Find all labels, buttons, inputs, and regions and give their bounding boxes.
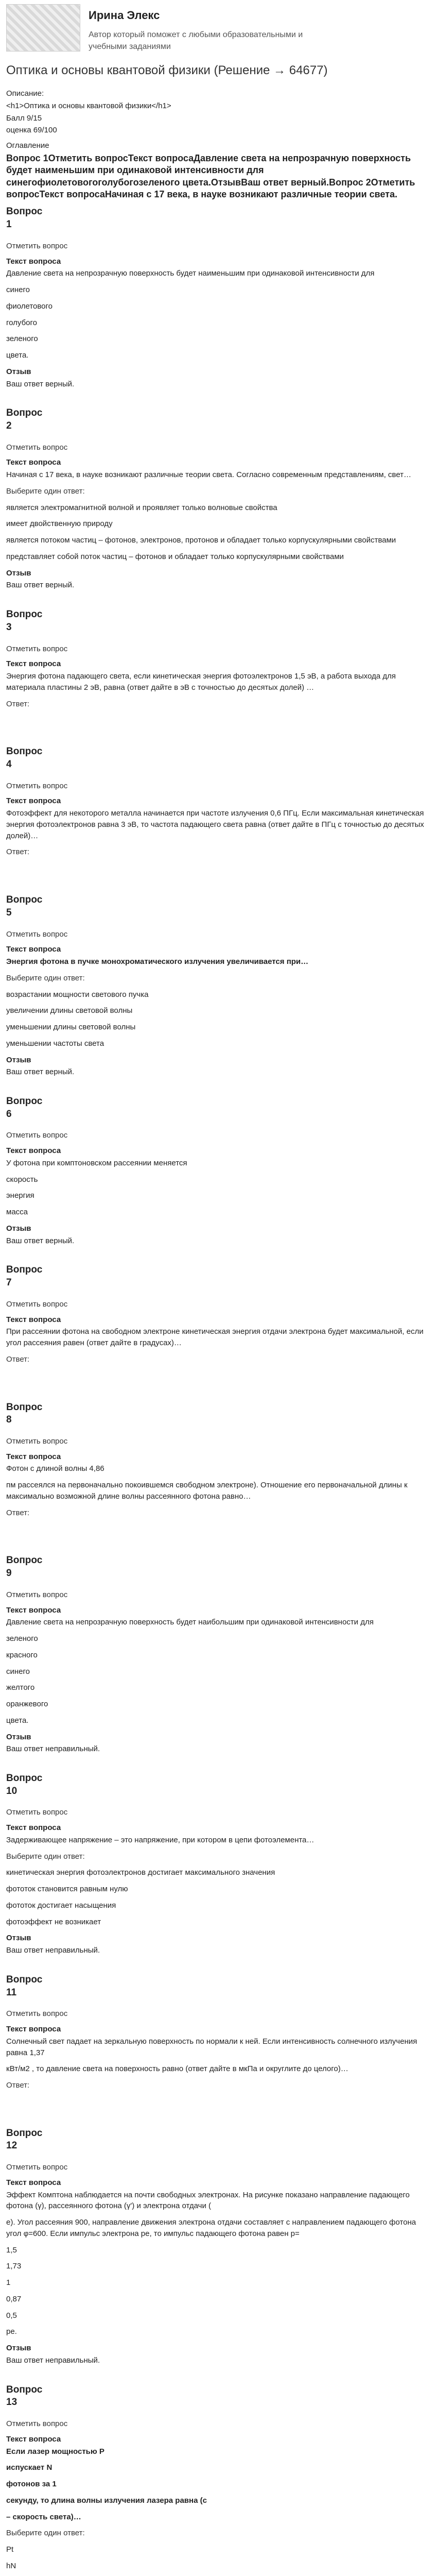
question-text: Энергия фотона падающего света, если кинетическая энергия фотоэлектронов 1,5 эВ, а работа выхода для материала пластины 2 эВ, равна (ответ дайте в эВ с точностью до десятых долей) … — [6, 672, 396, 692]
question-number — [6, 1095, 430, 1121]
question-text: Солнечный свет падает на зеркальную поверхность по нормали к ней. Если интенсивность солнечного излучения равна 1,37 — [6, 2037, 417, 2057]
question-word: Вопрос — [6, 206, 43, 217]
answer-option[interactable]: голубого — [6, 318, 37, 327]
score: Балл 9/15 — [6, 113, 42, 123]
question-word: Вопрос — [6, 1264, 43, 1276]
answer-option[interactable]: зеленого — [6, 1634, 38, 1643]
select-one-label: Выберите один ответ: — [6, 486, 85, 496]
feedback-text: Ваш ответ неправильный. — [6, 1744, 100, 1754]
answer-option[interactable]: уменьшении длины световой волны — [6, 1023, 136, 1031]
question-word: Вопрос — [6, 408, 43, 419]
mark-question-link[interactable]: Отметить вопрос — [6, 781, 68, 790]
question-number — [6, 407, 430, 432]
answer-option[interactable]: скорость — [6, 1175, 38, 1184]
mark-question-link[interactable]: Отметить вопрос — [6, 241, 68, 250]
question-word: Вопрос — [6, 1401, 43, 1413]
question-number-value: 5 — [6, 907, 12, 918]
answer-field[interactable] — [6, 1522, 430, 1537]
question-text: Задерживающее напряжение – это напряжение, при котором в цепи фотоэлемента… — [6, 1835, 315, 1844]
answer-option[interactable]: кинетическая энергия фотоэлектронов достигает максимального значения — [6, 1868, 275, 1877]
question-number — [6, 894, 430, 919]
feedback-heading: Отзыв — [6, 1934, 31, 1943]
answer-option[interactable]: зеленого — [6, 334, 38, 344]
question-text: – скорость света)… — [6, 2512, 81, 2521]
toc-label: Оглавление — [6, 141, 49, 150]
answer-option[interactable]: фиолетового — [6, 301, 53, 311]
answer-option[interactable]: является электромагнитной волной и проявляет только волновые свойства — [6, 503, 277, 512]
question-text: кВт/м2 , то давление света на поверхность равно (ответ дайте в мкПа и округлите до целого)… — [6, 2064, 348, 2074]
question-number — [6, 1401, 430, 1427]
question-word: Вопрос — [6, 1773, 43, 1784]
question-word: Вопрос — [6, 894, 43, 906]
mark-question-link[interactable]: Отметить вопрос — [6, 1131, 68, 1140]
question-number-value: 11 — [6, 1987, 17, 1998]
question-word: Вопрос — [6, 609, 43, 620]
answer-field[interactable] — [6, 2095, 430, 2110]
question-word: Вопрос — [6, 1974, 43, 1985]
question-text-heading: Текст вопроса — [6, 2178, 61, 2187]
feedback-heading: Отзыв — [6, 568, 31, 578]
questions-list — [6, 206, 430, 2576]
question-number — [6, 2384, 430, 2409]
answer-option[interactable]: возрастании мощности светового пучка — [6, 990, 149, 999]
question-number-value: 12 — [6, 2140, 18, 2151]
answer-option[interactable]: красного — [6, 1650, 38, 1659]
mark-question-link[interactable]: Отметить вопрос — [6, 2009, 68, 2019]
question-number-value: 2 — [6, 420, 12, 431]
question-text: пм рассеялся на первоначально покоившемся свободном электроне). Отношение его первоначальной длины к максимально возможной длине волны рассеянного фотона равно… — [6, 1481, 408, 1501]
mark-question-link[interactable]: Отметить вопрос — [6, 1808, 68, 1817]
answer-option[interactable]: желтого — [6, 1683, 35, 1692]
answer-option[interactable]: синего — [6, 285, 30, 294]
question-block — [6, 2127, 430, 2366]
mark-question-link[interactable]: Отметить вопрос — [6, 929, 68, 939]
answer-option[interactable]: pe. — [6, 2327, 17, 2336]
page-title: Оптика и основы квантовой физики (Решение → 64677) — [6, 63, 328, 78]
question-text: При рассеянии фотона на свободном электроне кинетическая энергия отдачи электрона будет максимальной, если угол рассеяния равен (ответ дайте в градусах)… — [6, 1327, 424, 1347]
question-text-heading: Текст вопроса — [6, 1315, 61, 1324]
question-block — [6, 1095, 430, 1246]
answer-option[interactable]: 0,5 — [6, 2311, 17, 2320]
answer-option[interactable]: представляет собой поток частиц – фотонов и обладает только корпускулярными свойствами — [6, 552, 344, 561]
answer-option[interactable]: Pt — [6, 2545, 14, 2554]
question-text-heading: Текст вопроса — [6, 2434, 61, 2444]
answer-option[interactable]: является потоком частиц – фотонов, электронов, протонов и обладает только корпускулярными свойствами — [6, 536, 396, 545]
answer-option[interactable]: 1,5 — [6, 2245, 17, 2255]
question-text: У фотона при комптоновском рассеянии меняется — [6, 1158, 187, 1167]
question-word: Вопрос — [6, 1096, 43, 1107]
question-text-heading: Текст вопроса — [6, 257, 61, 266]
question-number — [6, 1264, 430, 1289]
select-one-label: Выберите один ответ: — [6, 2529, 85, 2538]
question-number-value: 7 — [6, 1277, 12, 1289]
question-block — [6, 894, 430, 1078]
question-block — [6, 745, 430, 876]
question-block — [6, 1264, 430, 1383]
feedback-text: Ваш ответ верный. — [6, 1236, 75, 1245]
grade: оценка 69/100 — [6, 126, 57, 135]
question-text-heading: Текст вопроса — [6, 1605, 61, 1615]
answer-label: Ответ: — [6, 848, 30, 857]
select-one-label: Выберите один ответ: — [6, 973, 85, 982]
question-number-value: 1 — [6, 219, 12, 230]
question-block — [6, 1772, 430, 1956]
question-number — [6, 1772, 430, 1798]
question-number — [6, 2127, 430, 2153]
mark-question-link[interactable]: Отметить вопрос — [6, 2163, 68, 2172]
question-number — [6, 1974, 430, 1999]
question-word: Вопрос — [6, 746, 43, 757]
question-text: испускает N — [6, 2463, 53, 2472]
feedback-heading: Отзыв — [6, 2344, 31, 2353]
answer-label: Ответ: — [6, 2081, 30, 2090]
question-block — [6, 1554, 430, 1755]
feedback-heading: Отзыв — [6, 1055, 31, 1064]
question-text-heading: Текст вопроса — [6, 1146, 61, 1156]
question-text-heading: Текст вопроса — [6, 2025, 61, 2033]
question-text: Давление света на непрозрачную поверхность будет наибольшим при одинаковой интенсивности для — [6, 1618, 374, 1627]
mark-question-link[interactable]: Отметить вопрос — [6, 1299, 68, 1309]
question-text: фотонов за 1 — [6, 2480, 57, 2488]
question-block — [6, 608, 430, 728]
question-text: Давление света на непрозрачную поверхность будет наименьшим при одинаковой интенсивности для — [6, 269, 375, 278]
question-text-heading: Текст вопроса — [6, 945, 61, 954]
question-number-value: 4 — [6, 758, 12, 770]
feedback-text: Ваш ответ верный. — [6, 581, 75, 590]
question-block — [6, 1401, 430, 1537]
question-text-heading: Текст вопроса — [6, 659, 61, 669]
question-text: секунду, то длина волны излучения лазера равна (c — [6, 2496, 207, 2505]
answer-option[interactable]: цвета. — [6, 1716, 29, 1725]
question-text: Эффект Комптона наблюдается на почти свободных электронах. На рисунке показано направление падающего фотона (γ), рассеянного фотона (γ') и электрона отдачи ( — [6, 2190, 410, 2211]
question-block — [6, 2384, 430, 2576]
author-block — [6, 4, 430, 53]
mark-question-link[interactable]: Отметить вопрос — [6, 644, 68, 653]
select-one-label: Выберите один ответ: — [6, 1852, 85, 1861]
question-text-heading: Текст вопроса — [6, 1452, 61, 1461]
answer-field[interactable] — [6, 714, 430, 728]
question-block — [6, 206, 430, 389]
question-number — [6, 608, 430, 634]
author-description: Автор который поможет с любыми образовательными и учебными заданиями — [89, 30, 303, 52]
mark-question-link[interactable]: Отметить вопрос — [6, 2419, 68, 2428]
mark-question-link[interactable]: Отметить вопрос — [6, 443, 68, 452]
answer-option[interactable]: оранжевого — [6, 1700, 48, 1708]
answer-option[interactable]: фотоэффект не возникает — [6, 1917, 101, 1926]
answer-option[interactable]: уменьшении частоты света — [6, 1039, 104, 1048]
question-text: e). Угол рассеяния 900, направление движения электрона отдачи составляет с направлением падающего фотона угол φ=600. Если импульс электрона pe, то импульс падающего фотона равен p= — [6, 2218, 416, 2238]
answer-option[interactable]: hN — [6, 2561, 16, 2570]
question-text-heading: Текст вопроса — [6, 458, 61, 467]
toc-text: Вопрос 1Отметить вопросТекст вопросаДавление света на непрозрачную поверхность будет наименьшим при одинаковой интенсивности для синегофиолетовогоголубогозеленого цвета.ОтзывВаш ответ верный.Вопрос 2Отметить вопросТекст вопросаНачиная с 17 века, в науке возникают различные теории света. — [6, 152, 415, 199]
question-number-value: 13 — [6, 2397, 18, 2408]
answer-option[interactable]: 1 — [6, 2278, 11, 2287]
question-text: Энергия фотона в пучке монохроматического излучения увеличивается при… — [6, 957, 309, 966]
answer-option[interactable]: энергия — [6, 1191, 34, 1200]
answer-field[interactable] — [6, 862, 430, 876]
question-block — [6, 1974, 430, 2110]
question-number-value: 8 — [6, 1414, 12, 1426]
question-text-heading: Текст вопроса — [6, 1823, 61, 1833]
description-label: Описание: — [6, 89, 44, 98]
question-text: Начиная с 17 века, в науке возникают различные теории света. Согласно современным представлениям, свет… — [6, 470, 411, 480]
answer-option[interactable]: фототок достигает насыщения — [6, 1901, 116, 1910]
question-block — [6, 407, 430, 591]
question-word: Вопрос — [6, 2127, 43, 2139]
mark-question-link[interactable]: Отметить вопрос — [6, 1590, 68, 1599]
answer-label: Ответ: — [6, 1508, 30, 1517]
feedback-heading: Отзыв — [6, 1224, 31, 1233]
question-number — [6, 206, 430, 231]
answer-option[interactable]: 0,87 — [6, 2294, 22, 2303]
question-text: Если лазер мощностью P — [6, 2447, 104, 2456]
feedback-text: Ваш ответ неправильный. — [6, 1946, 100, 1955]
question-text: Фотоэффект для некоторого металла начинается при частоте излучения 0,6 ПГц. Если максимальная кинетическая энергия фотоэлектронов равна 3 эВ, то частота падающего света равна (ответ дайте в ПГц с точностью до десятых долей)… — [6, 809, 424, 840]
question-text-heading: Текст вопроса — [6, 796, 61, 806]
author-name[interactable]: Ирина Элекс — [89, 9, 160, 22]
description-value: <h1>Оптика и основы квантовой физики</h1> — [6, 101, 171, 110]
answer-option[interactable]: увеличении длины световой волны — [6, 1006, 133, 1015]
answer-option[interactable]: 1,73 — [6, 2262, 22, 2271]
mark-question-link[interactable]: Отметить вопрос — [6, 1436, 68, 1446]
question-text: Фотон с длиной волны 4,86 — [6, 1464, 104, 1473]
avatar — [6, 4, 80, 52]
feedback-text: Ваш ответ верный. — [6, 1067, 75, 1077]
answer-field[interactable] — [6, 1369, 430, 1384]
question-word: Вопрос — [6, 1555, 43, 1566]
answer-option[interactable]: масса — [6, 1208, 28, 1217]
answer-option[interactable]: цвета. — [6, 351, 29, 360]
question-number-value: 3 — [6, 621, 12, 633]
question-number — [6, 1554, 430, 1580]
answer-label: Ответ: — [6, 699, 30, 708]
question-number-value: 9 — [6, 1568, 12, 1579]
answer-option[interactable]: синего — [6, 1667, 30, 1676]
answer-label: Ответ: — [6, 1354, 30, 1364]
question-number-value: 6 — [6, 1108, 12, 1120]
feedback-heading: Отзыв — [6, 1732, 31, 1741]
feedback-text: Ваш ответ неправильный. — [6, 2355, 100, 2365]
answer-option[interactable]: фототок становится равным нулю — [6, 1885, 128, 1894]
question-number — [6, 745, 430, 771]
question-number-value: 10 — [6, 1785, 18, 1797]
question-word: Вопрос — [6, 2384, 43, 2395]
feedback-text: Ваш ответ верный. — [6, 379, 75, 388]
answer-option[interactable]: имеет двойственную природу — [6, 519, 113, 529]
feedback-heading: Отзыв — [6, 367, 31, 376]
